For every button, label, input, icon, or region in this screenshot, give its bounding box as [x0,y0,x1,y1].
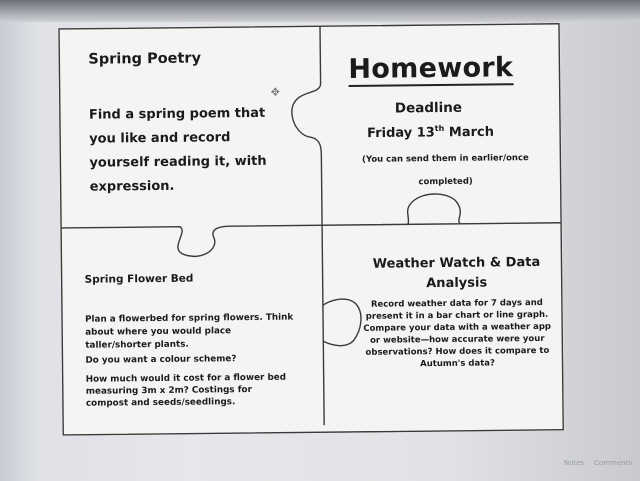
deadline-note: (You can send them in earlier/once completed) [361,153,529,188]
deadline-date: Friday 13th March [367,123,495,142]
notes-button[interactable]: Notes [563,459,585,467]
flower-bed-paragraph-1: Plan a flowerbed for spring flowers. Think about where you would place taller/shorter plants. [85,312,294,351]
deadline-label: Deadline [394,99,463,117]
homework-title: Homework [348,52,514,85]
flower-bed-title: Spring Flower Bed [84,272,194,286]
weather-title: Weather Watch & Data Analysis [372,254,541,292]
status-bar [564,459,632,467]
right-knob [323,299,361,346]
top-knob [407,194,460,225]
spring-poetry-title: Spring Poetry [88,50,202,68]
flower-bed-paragraph-2: Do you want a colour scheme? [85,354,237,366]
comments-button[interactable]: Comments [594,459,632,467]
weather-body: Record weather data for 7 days and present it in a bar chart or line graph. Compare your data with a weather app or website—how accurate were your observations? How does it compare to Autumn's data? [363,297,552,370]
horizontal-puzzle-line [61,223,561,258]
flower-bed-paragraph-3: How much would it cost for a flower bed measuring 3m x 2m? Costings for compost and seeds/seedlings. [85,372,287,409]
mouse-cursor-icon: ✥ [270,85,280,99]
spring-poetry-body: Find a spring poem that you like and record yourself reading it, with expression. [88,105,267,195]
monitor-top-bezel [0,0,640,22]
document-page [58,23,564,436]
